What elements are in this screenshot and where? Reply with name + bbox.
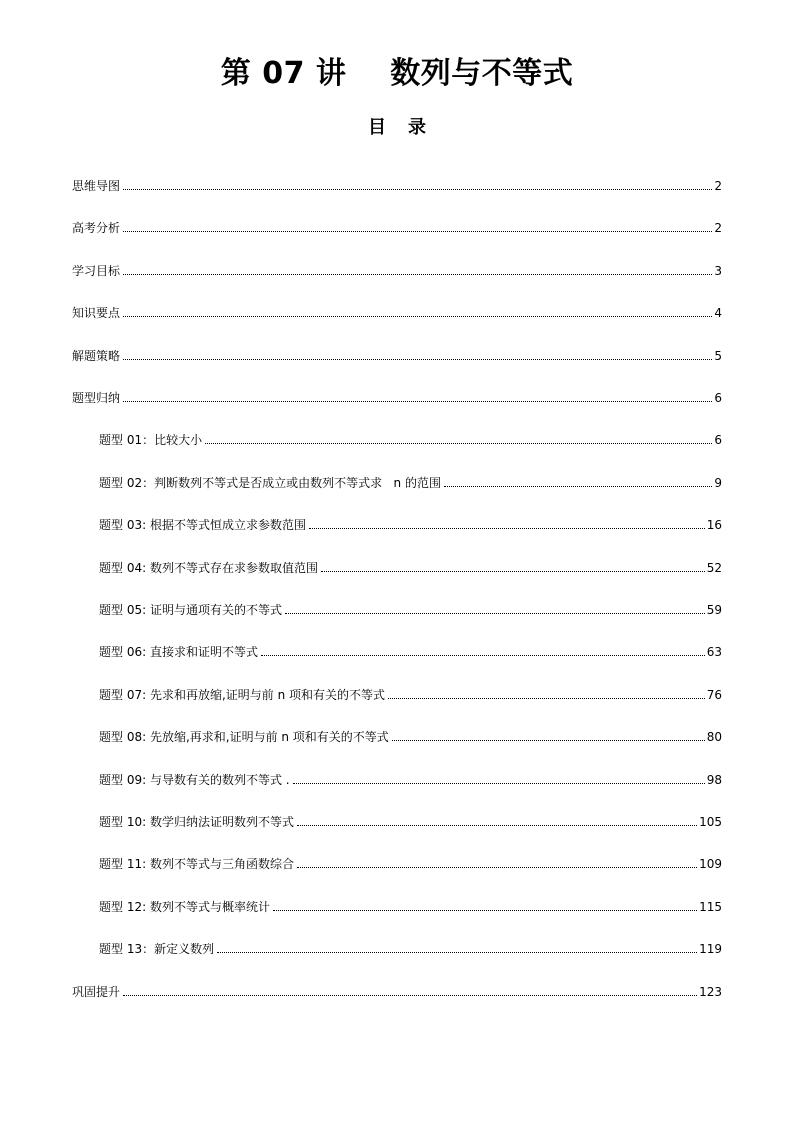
toc-page-number: 123 (699, 984, 722, 999)
toc-entry-label: 巩固提升 (72, 984, 121, 999)
toc-dot-leader (261, 655, 705, 656)
toc-page-number: 6 (714, 391, 722, 405)
toc-entry[interactable] (72, 177, 722, 195)
toc-dot-leader (392, 740, 705, 741)
toc-dot-leader (123, 995, 697, 996)
toc-dot-leader (123, 274, 712, 275)
toc-entry[interactable] (72, 262, 722, 280)
toc-entry-label: 学习目标 (72, 263, 121, 278)
toc-page-number: 4 (714, 306, 722, 321)
toc-page-number: 2 (714, 179, 722, 193)
toc-dot-leader (123, 316, 712, 317)
toc-entry-label: 题型 11: 数列不等式与三角函数综合 (99, 857, 294, 872)
toc-dot-leader (123, 189, 712, 190)
toc-entry-label: 题型 08: 先放缩,再求和,证明与前 n 项和有关的不等式 (99, 730, 389, 745)
toc-entry[interactable] (72, 347, 722, 365)
toc-entry-label: 题型 01：比较大小 (99, 433, 203, 448)
toc-entry-label: 题型 05: 证明与通项有关的不等式 (99, 603, 282, 617)
toc-dot-leader (321, 571, 705, 572)
toc-entry-label: 题型 04: 数列不等式存在求参数取值范围 (99, 560, 318, 575)
toc-entry-label: 解题策略 (72, 348, 121, 363)
toc-subentry[interactable] (99, 474, 722, 492)
toc-dot-leader (297, 825, 697, 826)
toc-entry-label: 题型 06: 直接求和证明不等式 (99, 645, 258, 660)
toc-page-number: 52 (706, 560, 722, 575)
toc-dot-leader (217, 952, 697, 953)
toc-entry-label: 题型 07: 先求和再放缩,证明与前 n 项和有关的不等式 (99, 687, 385, 702)
toc-subentry[interactable] (99, 771, 722, 789)
toc-page-number: 3 (714, 263, 722, 278)
toc-subentry[interactable] (99, 728, 722, 746)
toc-dot-leader (388, 698, 705, 699)
toc-page-number: 98 (706, 772, 722, 787)
toc-dot-leader (273, 910, 697, 911)
toc-subentry[interactable] (99, 686, 722, 704)
toc-entry[interactable] (72, 304, 722, 322)
toc-page-number: 109 (699, 857, 722, 872)
toc-heading: 目录 (368, 117, 448, 138)
toc-entry[interactable] (72, 219, 722, 237)
toc-page-number: 59 (706, 603, 722, 617)
toc-dot-leader (123, 359, 712, 360)
toc-entry-label: 题型 13：新定义数列 (99, 942, 215, 957)
toc-entry-label: 高考分析 (72, 221, 121, 236)
toc-dot-leader (309, 528, 705, 529)
toc-page-number: 76 (706, 687, 722, 702)
toc-page-number: 80 (706, 730, 722, 745)
toc-subentry[interactable] (99, 855, 722, 873)
toc-page-number: 2 (714, 221, 722, 236)
toc-page-number: 6 (714, 433, 722, 448)
toc-page-number: 105 (699, 815, 722, 829)
toc-page-number: 9 (714, 475, 722, 490)
toc-entry-label: 知识要点 (72, 306, 121, 321)
toc-dot-leader (123, 401, 712, 402)
toc-page-number: 63 (706, 645, 722, 660)
toc-subentry[interactable] (99, 940, 722, 958)
toc-entry-label: 题型 09: 与导数有关的数列不等式 . (99, 772, 290, 787)
toc-entry-label: 题型 10: 数学归纳法证明数列不等式 (99, 815, 294, 829)
toc-subentry[interactable] (99, 516, 722, 534)
toc-dot-leader (123, 231, 712, 232)
toc-dot-leader (297, 867, 697, 868)
toc-entry-label: 题型 02：判断数列不等式是否成立或由数列不等式求 n 的范围 (99, 475, 441, 490)
toc-subentry[interactable] (99, 813, 722, 831)
toc-page-number: 115 (699, 899, 722, 914)
page-title: 第 07 讲 数列与不等式 (220, 56, 574, 91)
toc-entry-label: 题型 03: 根据不等式恒成立求参数范围 (99, 518, 306, 533)
toc-page-number: 16 (706, 518, 722, 533)
toc-dot-leader (293, 783, 705, 784)
toc-dot-leader (444, 486, 712, 487)
toc-subentry[interactable] (99, 431, 722, 449)
toc-entry-label: 思维导图 (72, 179, 121, 193)
toc-subentry[interactable] (99, 601, 722, 619)
toc-subentry[interactable] (99, 559, 722, 577)
toc-dot-leader (205, 443, 712, 444)
toc-dot-leader (285, 613, 705, 614)
toc-subentry[interactable] (99, 643, 722, 661)
toc-page-number: 119 (699, 942, 722, 957)
toc-entry[interactable] (72, 389, 722, 407)
toc-subentry[interactable] (99, 898, 722, 916)
toc-entry-label: 题型归纳 (72, 391, 121, 405)
toc-entry-label: 题型 12: 数列不等式与概率统计 (99, 899, 270, 914)
toc-entry[interactable] (72, 983, 722, 1001)
toc-page-number: 5 (714, 348, 722, 363)
